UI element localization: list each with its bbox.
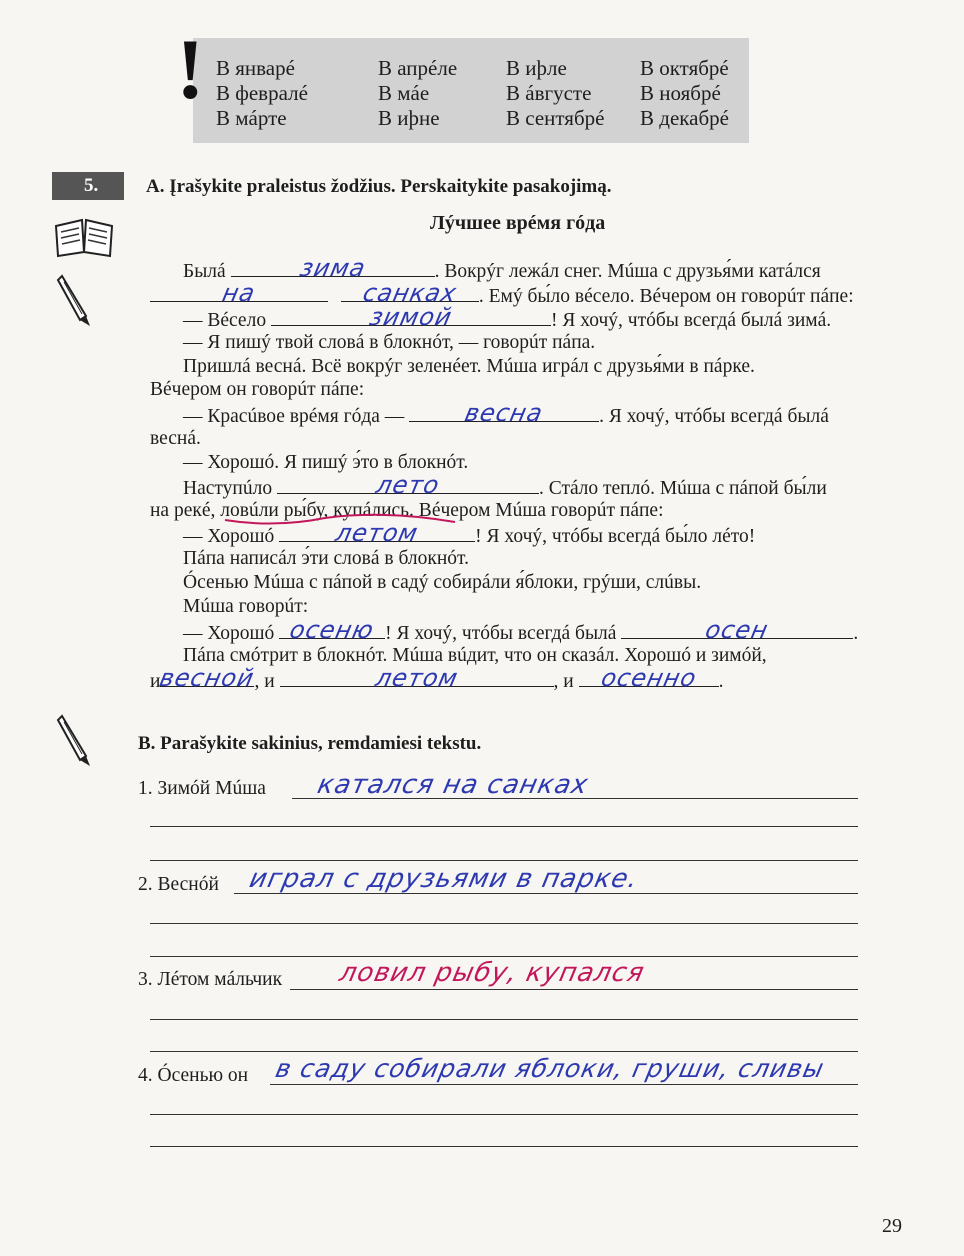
handwritten-answer: летом	[333, 519, 422, 547]
month: В иþле	[506, 56, 567, 80]
task-number: 5.	[84, 175, 99, 196]
pen-icon	[56, 712, 96, 768]
handwritten-answer: осеню	[287, 616, 377, 644]
month: В мáе	[378, 81, 430, 105]
story-line: Вéчером он говорúт пáпе:	[150, 379, 365, 400]
story-line: Былá зима . Вокрýг лежáл снег. Мúша с друзья́ми катáлся	[183, 254, 821, 282]
month: В иþне	[378, 106, 440, 130]
story-line: и весной , и летом , и осенно .	[150, 664, 724, 692]
answer-line	[150, 1051, 858, 1052]
story-title: Лýчшее врéмя гóда	[430, 212, 606, 234]
answer-line	[270, 1084, 858, 1085]
answer-label: 1. Зимóй Мúша	[138, 778, 266, 799]
month: В áвгусте	[506, 81, 592, 105]
instruction-a: A. Įrašykite praleistus žodžius. Perskaitykite pasakojimą.	[146, 176, 612, 197]
answer-line	[290, 989, 858, 990]
story-line: на санках . Емý бы́ло вéсело. Вéчером он говорúт пáпе:	[150, 283, 854, 309]
story-line: Пáпа смóтрит в блокнóт. Мúша вúдит, что он сказáл. Хорошó и зимóй,	[183, 645, 767, 666]
answer-line	[150, 860, 858, 861]
exclamation-icon: !	[176, 21, 205, 117]
story-line: веснá.	[150, 428, 201, 449]
handwritten-answer: катался на санках	[314, 770, 592, 800]
handwritten-answer: на	[219, 279, 259, 307]
handwritten-answer: осен	[703, 616, 772, 644]
answer-label: 2. Веснóй	[138, 874, 219, 895]
handwritten-answer: зимой	[367, 303, 455, 331]
month: В декабрé	[640, 106, 729, 130]
book-icon	[52, 212, 116, 260]
story-line: — Хорошó осеню ! Я хочý, чтóбы всегдá былá осен .	[183, 616, 859, 644]
handwritten-answer: в саду собирали яблоки, груши, сливы	[272, 1054, 828, 1083]
story-line: — Вéсело зимой ! Я хочý, чтóбы всегдá былá зимá.	[183, 303, 832, 331]
month: В февралé	[216, 81, 308, 105]
handwritten-answer: играл с друзьями в парке.	[246, 864, 642, 894]
answer-label: 3. Лéтом мáльчик	[138, 969, 283, 990]
month: В ноябрé	[640, 81, 721, 105]
answer-line	[150, 1146, 858, 1147]
handwritten-answer: ловил рыбу, купался	[336, 958, 648, 988]
answer-line	[150, 1114, 858, 1115]
story-line: — Хорошó. Я пишý э́то в блокнóт.	[183, 452, 469, 473]
month: В октябрé	[640, 56, 729, 80]
pen-icon	[56, 272, 96, 328]
month: В мáрте	[216, 106, 287, 130]
story-line: Мúша говорúт:	[183, 596, 309, 617]
handwritten-answer: летом	[372, 664, 461, 692]
story-line: — Красúвое врéмя гóда — весна . Я хочý, чтóбы всегдá былá	[183, 399, 829, 427]
page-number: 29	[882, 1215, 902, 1237]
story-line: — Я пишý твой словá в блокнóт, — говорúт пáпа.	[183, 332, 596, 353]
answer-line	[150, 956, 858, 957]
handwritten-answer: лето	[373, 471, 443, 499]
answer-label: 4. Óсенью он	[138, 1065, 249, 1086]
instruction-b: B. Parašykite sakinius, remdamiesi tekstu.	[138, 733, 482, 754]
story-line: Пришлá веснá. Всё вокрýг зеленéет. Мúша игрáл с друзья́ми в пáрке.	[183, 356, 755, 377]
story-line: Пáпа написáл э́ти словá в блокнóт.	[183, 548, 469, 569]
month: В сентябрé	[506, 106, 605, 130]
month: В январé	[216, 56, 295, 80]
handwritten-answer: зима	[297, 254, 369, 282]
month: В апрéле	[378, 56, 458, 80]
handwritten-answer: осенно	[598, 664, 699, 692]
story-line: на рекé, ловúли ры́бу, купáлись. Вéчером Мúша говорúт пáпе:	[150, 500, 664, 521]
story-line: Óсенью Мúша с пáпой в садý собирáли я́блоки, грýши, слúвы.	[183, 572, 702, 593]
handwritten-answer: весна	[462, 399, 546, 427]
story-line: Наступúло лето . Стáло теплó. Мúша с пáпой бы́ли	[183, 471, 827, 499]
handwritten-answer: весной	[157, 664, 258, 692]
story-line: — Хорошó летом ! Я хочý, чтóбы всегдá бы́ло лéто!	[183, 519, 756, 547]
answer-line	[150, 1019, 858, 1020]
answer-line	[150, 826, 858, 827]
handwritten-answer: санках	[360, 279, 460, 307]
answer-line	[150, 923, 858, 924]
